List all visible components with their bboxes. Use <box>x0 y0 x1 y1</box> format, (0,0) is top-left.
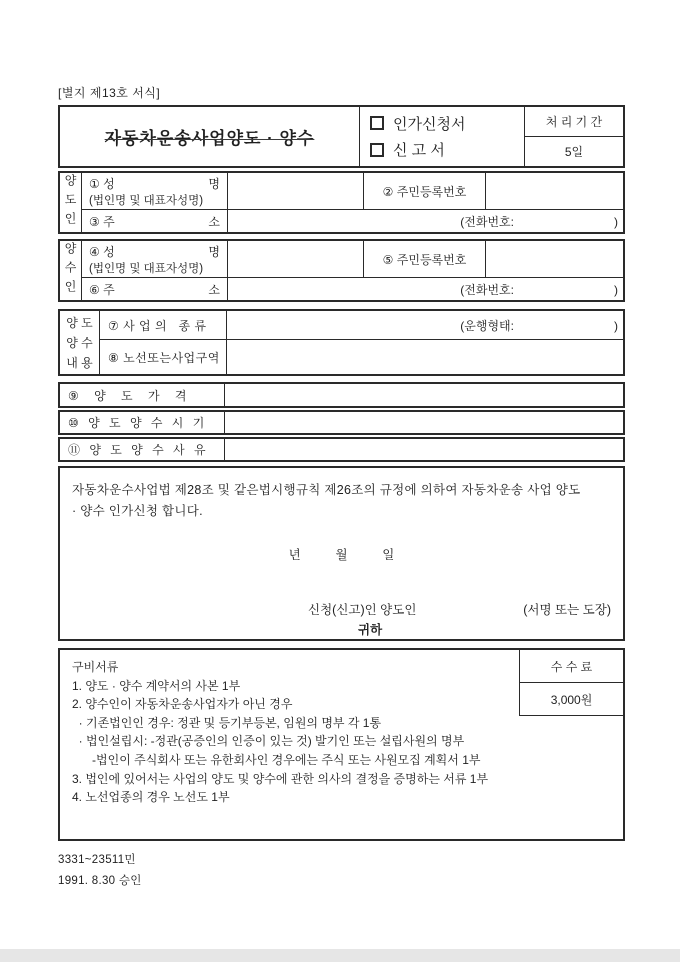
transfer-reason-row <box>58 437 625 462</box>
checkbox-row-approval <box>370 113 524 134</box>
fee-label: 수 수 료 <box>520 650 623 683</box>
business-type-field[interactable] <box>227 311 623 339</box>
transfer-price-row <box>58 382 625 408</box>
transferee-rrn-field[interactable] <box>486 241 623 277</box>
approval-checkbox[interactable] <box>370 116 384 130</box>
document-item-2b: · 법인설립시: -정관(공증인의 인증이 있는 것) 발기인 또는 설립사원의 명부 <box>72 734 465 749</box>
transfer-details-label-line3: 내 용 <box>66 356 93 370</box>
business-type-label: ⑦ 사 업 의 종 류 <box>100 311 227 339</box>
transferee-rrn-label: ⑤ 주민등록번호 <box>364 241 486 277</box>
fee-box <box>519 650 623 716</box>
transferor-rrn-field[interactable] <box>486 173 623 209</box>
applicant-label: 신청(신고)인 양도인 <box>308 603 417 618</box>
report-checkbox[interactable] <box>370 143 384 157</box>
transferee-name-field[interactable] <box>228 241 364 277</box>
transferor-address-label <box>82 210 228 232</box>
transferee-address-label-right: 소 <box>208 282 220 297</box>
document-item-1: 1. 양도 · 양수 계약서의 사본 1부 <box>72 678 241 693</box>
transfer-timing-field[interactable] <box>225 412 623 433</box>
transferee-name-sublabel: (법인명 및 대표자성명) <box>89 262 204 275</box>
transferee-name-label-left: ④ 성 <box>89 244 115 259</box>
form-footer <box>58 850 625 891</box>
route-area-field[interactable] <box>227 340 623 374</box>
transferee-name-label <box>82 241 228 277</box>
transferee-address-field[interactable] <box>228 278 623 300</box>
declaration-section <box>58 466 625 641</box>
transferor-section <box>58 171 625 234</box>
processing-period-label: 처 리 기 간 <box>525 107 623 137</box>
transfer-details-section <box>58 309 625 376</box>
declaration-line2: · 양수 인가신청 합니다. <box>72 503 203 518</box>
form-title <box>60 107 360 166</box>
form-type-checkboxes <box>360 107 525 166</box>
transferor-name-sublabel: (법인명 및 대표자성명) <box>89 194 204 207</box>
form-reference-label: [별지 제13호 서식] <box>58 86 161 100</box>
transferee-name-label-right: 명 <box>208 244 220 259</box>
recipient-label: 귀하 <box>358 623 383 638</box>
document-item-2a: · 기존법인인 경우: 정관 및 등기부등본, 임원의 명부 각 1통 <box>72 715 382 730</box>
footer-approval-date: 1991. 8.30 승인 <box>58 874 142 887</box>
date-line: 년 월 일 <box>288 548 395 563</box>
checkbox-row-report <box>370 139 524 160</box>
transfer-details-label-line1: 양 도 <box>66 316 93 330</box>
required-documents-header: 구비서류 <box>72 660 119 674</box>
operation-type-label: (운행형태: ) <box>460 318 618 333</box>
transfer-details-label-line2: 양 수 <box>66 336 93 350</box>
route-area-label: ⑧ 노선또는사업구역 <box>100 340 227 374</box>
transferor-section-label: 양도인 <box>60 173 82 232</box>
transferor-name-label-right: 명 <box>208 176 220 191</box>
transferor-address-label-left: ③ 주 <box>89 214 115 229</box>
transferee-address-label-left: ⑥ 주 <box>89 282 115 297</box>
transferor-name-label <box>82 173 228 209</box>
form-title-text: 자동차운송사업양도 · 양수 <box>104 129 315 148</box>
transfer-timing-label: ⑩ 양 도 양 수 시 기 <box>60 412 225 433</box>
transferee-address-label <box>82 278 228 300</box>
transferor-address-field[interactable] <box>228 210 623 232</box>
transfer-details-section-label <box>60 311 100 374</box>
signature-row <box>72 600 611 618</box>
document-item-4: 4. 노선업종의 경우 노선도 1부 <box>72 790 230 805</box>
processing-period-cell <box>525 107 623 166</box>
transfer-reason-field[interactable] <box>225 439 623 460</box>
transfer-timing-row <box>58 410 625 435</box>
transferee-phone-label: (전화번호: ) <box>460 282 618 297</box>
document-item-3: 3. 법인에 있어서는 사업의 양도 및 양수에 관한 의사의 결정을 증명하는 서류 1부 <box>72 771 489 786</box>
form-header-section <box>58 105 625 168</box>
processing-period-value: 5일 <box>564 145 584 159</box>
document-item-2: 2. 양수인이 자동차운송사업자가 아닌 경우 <box>72 697 293 712</box>
transfer-price-label: ⑨ 양 도 가 격 <box>60 384 225 406</box>
fee-value: 3,000원 <box>550 692 593 707</box>
report-checkbox-label: 신 고 서 <box>393 142 445 160</box>
form-body <box>58 84 625 891</box>
document-item-2c: -법인이 주식회사 또는 유한회사인 경우에는 주식 또는 사원모집 계획서 1부 <box>72 752 481 767</box>
transferee-section-label: 양수인 <box>60 241 82 300</box>
transfer-price-field[interactable] <box>225 384 623 406</box>
transfer-reason-label: ⑪ 양 도 양 수 사 유 <box>60 439 225 460</box>
required-documents-section <box>58 648 625 841</box>
footer-code: 3331~23511민 <box>58 854 136 866</box>
transferor-phone-label: (전화번호: ) <box>460 214 618 229</box>
signature-note: (서명 또는 도장) <box>523 603 611 618</box>
transferee-section <box>58 239 625 302</box>
transferor-rrn-label: ② 주민등록번호 <box>364 173 486 209</box>
scan-artifact-strip <box>0 949 680 962</box>
transferor-name-label-left: ① 성 <box>89 176 115 191</box>
transferor-address-label-right: 소 <box>208 214 220 229</box>
approval-checkbox-label: 인가신청서 <box>393 115 466 133</box>
declaration-line1: 자동차운수사업법 제28조 및 같은법시행규칙 제26조의 규정에 의하여 자동차운송 사업 양도 <box>72 483 581 497</box>
transferor-name-field[interactable] <box>228 173 364 209</box>
